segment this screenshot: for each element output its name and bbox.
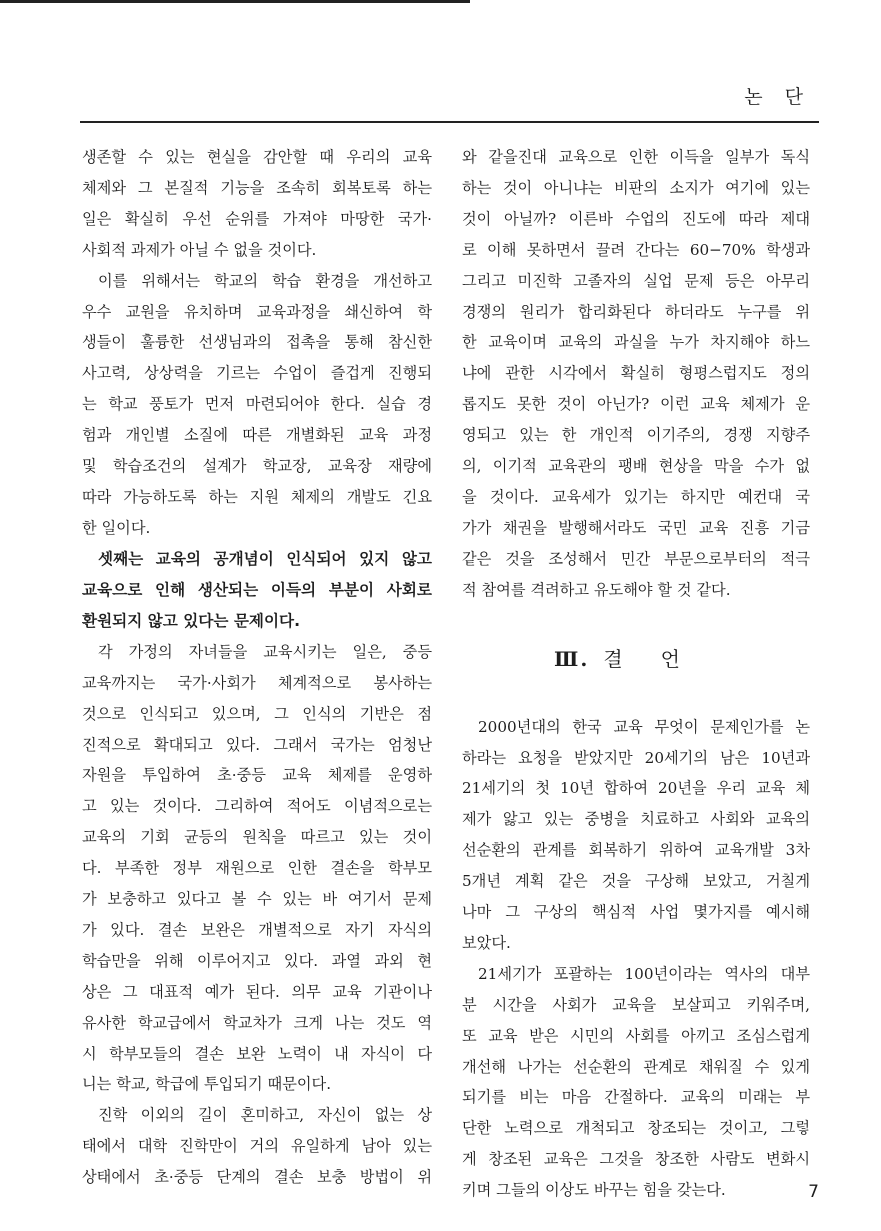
text-line: 는 학교 풍토가 먼저 마련되어야 한다. 실습 경 bbox=[82, 395, 432, 414]
section-label: 논 단 bbox=[744, 86, 811, 108]
text-line: 진적으로 확대되고 있다. 그래서 국가는 엄청난 bbox=[82, 735, 432, 754]
text-line: 같은 것을 조성해서 민간 부문으로부터의 적극 bbox=[462, 549, 810, 568]
text-line: 니는 학교, 학급에 투입되기 때문이다. bbox=[82, 1075, 332, 1094]
text-line: 가 보충하고 있다고 볼 수 있는 바 여기서 문제 bbox=[82, 890, 432, 909]
text-line: 상은 그 대표적 예가 된다. 의무 교육 기관이나 bbox=[82, 982, 432, 1001]
text-line: 교육으로 인해 생산되는 이득의 부분이 사회로 bbox=[82, 580, 432, 599]
heading-numeral: Ⅲ. bbox=[554, 646, 590, 671]
text-line: 21세기의 첫 10년 합하여 20년을 우리 교육 체 bbox=[462, 779, 810, 798]
text-line: 가 있다. 결손 보완은 개별적으로 자기 자식의 bbox=[82, 920, 432, 939]
text-line: 생들이 훌륭한 선생님과의 접촉을 통해 참신한 bbox=[82, 333, 432, 352]
text-line: 단한 노력으로 개척되고 창조되는 것이고, 그렇 bbox=[462, 1119, 810, 1138]
text-line: 롭지도 못한 것이 아닌가? 이런 교육 체제가 운 bbox=[462, 395, 810, 414]
text-line: 고 있는 것이다. 그리하여 적어도 이념적으로는 bbox=[82, 797, 432, 816]
text-line: 환원되지 않고 있다는 문제이다. bbox=[82, 611, 301, 630]
text-line: 이를 위해서는 학교의 학습 환경을 개선하고 bbox=[98, 271, 432, 290]
text-line: 교육의 기회 균등의 원칙을 따르고 있는 것이 bbox=[82, 828, 432, 847]
page-number: 7 bbox=[808, 1182, 819, 1202]
heading-title: 결언 bbox=[603, 646, 718, 671]
text-line: 상태에서 초·중등 단계의 결손 보충 방법이 위 bbox=[82, 1168, 432, 1187]
text-line: 셋째는 교육의 공개념이 인식되어 있지 않고 bbox=[98, 549, 432, 568]
text-line: 험과 개인별 소질에 따른 개별화된 교육 과정 bbox=[82, 426, 432, 445]
text-line: 태에서 대학 진학만이 거의 유일하게 남아 있는 bbox=[82, 1137, 432, 1156]
text-line: 및 학습조건의 설계가 학교장, 교육장 재량에 bbox=[82, 457, 432, 476]
text-line: 적 참여를 격려하고 유도해야 할 것 같다. bbox=[462, 580, 731, 599]
text-line: 것으로 인식되고 있으며, 그 인식의 기반은 점 bbox=[82, 704, 432, 723]
text-line: 개선해 나가는 선순환의 관계로 채워질 수 있게 bbox=[462, 1057, 810, 1076]
text-line: 한 교육이며 교육의 과실을 누가 차지해야 하느 bbox=[462, 333, 810, 352]
text-line: 냐에 관한 시각에서 확실히 형평스럽지도 정의 bbox=[462, 364, 810, 383]
text-line: 을 것이다. 교육세가 있기는 하지만 예컨대 국 bbox=[462, 487, 810, 506]
conclusion-heading bbox=[462, 606, 810, 712]
text-line: 의, 이기적 교육관의 팽배 현상을 막을 수가 없 bbox=[462, 457, 810, 476]
text-line: 영되고 있는 한 개인적 이기주의, 경쟁 지향주 bbox=[462, 426, 810, 445]
text-line: 학습만을 위해 이루어지고 있다. 과열 과외 현 bbox=[82, 951, 432, 970]
text-line: 우수 교원을 유치하며 교육과정을 쇄신하여 학 bbox=[82, 302, 432, 321]
text-line: 사회적 과제가 아닐 수 없을 것이다. bbox=[82, 240, 317, 259]
text-line: 21세기가 포괄하는 100년이라는 역사의 대부 bbox=[478, 964, 810, 983]
text-line: 분 시간을 사회가 교육을 보살피고 키워주며, bbox=[462, 995, 810, 1014]
text-line: 교육까지는 국가·사회가 체계적으로 봉사하는 bbox=[82, 673, 432, 692]
text-line: 따라 가능하도록 하는 지원 체제의 개발도 긴요 bbox=[82, 487, 432, 506]
text-line: 생존할 수 있는 현실을 감안할 때 우리의 교육 bbox=[82, 148, 432, 166]
text-line: 시 학부모들의 결손 보완 노력이 내 자식이 다 bbox=[82, 1044, 432, 1063]
header-rule bbox=[80, 121, 819, 123]
text-line: 로 이해 못하면서 끌려 간다는 60−70% 학생과 bbox=[462, 240, 810, 259]
text-line: 하라는 요청을 받았지만 20세기의 남은 10년과 bbox=[462, 748, 810, 767]
right-column-top bbox=[462, 142, 810, 606]
top-rule bbox=[0, 0, 470, 3]
text-line: 하는 것이 아니냐는 비판의 소지가 여기에 있는 bbox=[462, 178, 810, 197]
text-line: 것이 아닐까? 이른바 수업의 진도에 따라 제대 bbox=[462, 209, 810, 228]
text-line: 한 일이다. bbox=[82, 518, 151, 537]
text-line: 키며 그들의 이상도 바꾸는 힘을 갖는다. bbox=[462, 1181, 726, 1200]
text-line: 와 같을진대 교육으로 인한 이득을 일부가 독식 bbox=[462, 148, 810, 166]
text-line: 2000년대의 한국 교육 무엇이 문제인가를 논 bbox=[478, 717, 810, 736]
text-line: 제가 앓고 있는 중병을 치료하고 사회와 교육의 bbox=[462, 810, 810, 829]
text-line: 자원을 투입하여 초·중등 교육 체제를 운영하 bbox=[82, 766, 432, 785]
text-line: 각 가정의 자녀들을 교육시키는 일은, 중등 bbox=[98, 642, 432, 661]
text-line: 그리고 미진학 고졸자의 실업 문제 등은 아무리 bbox=[462, 271, 810, 290]
text-line: 다. 부족한 정부 재원으로 인한 결손을 학부모 bbox=[82, 859, 432, 878]
text-line: 경쟁의 원리가 합리화된다 하더라도 누구를 위 bbox=[462, 302, 810, 321]
text-line: 가가 채권을 발행해서라도 국민 교육 진흥 기금 bbox=[462, 518, 810, 537]
text-line: 5개년 계획 같은 것을 구상해 보았고, 거칠게 bbox=[462, 872, 810, 891]
text-line: 진학 이외의 길이 혼미하고, 자신이 없는 상 bbox=[98, 1106, 432, 1125]
text-line: 또 교육 받은 시민의 사회를 아끼고 조심스럽게 bbox=[462, 1026, 810, 1045]
text-line: 일은 확실히 우선 순위를 가져야 마땅한 국가· bbox=[82, 209, 432, 228]
text-line: 선순환의 관계를 회복하기 위하여 교육개발 3차 bbox=[462, 841, 810, 860]
text-line: 게 창조된 교육은 그것을 창조한 사람도 변화시 bbox=[462, 1150, 810, 1169]
left-column bbox=[82, 142, 432, 1193]
text-line: 사고력, 상상력을 기르는 수업이 즐겁게 진행되 bbox=[82, 364, 432, 383]
text-line: 유사한 학교급에서 학교차가 크게 나는 것도 역 bbox=[82, 1013, 432, 1032]
text-line: 나마 그 구상의 핵심적 사업 몇가지를 예시해 bbox=[462, 903, 810, 922]
text-line: 체제와 그 본질적 기능을 조속히 회복토록 하는 bbox=[82, 178, 432, 197]
right-column bbox=[462, 142, 810, 1206]
right-column-bottom bbox=[462, 712, 810, 1207]
text-line: 보았다. bbox=[462, 933, 511, 952]
text-line: 되기를 비는 마음 간절하다. 교육의 미래는 부 bbox=[462, 1088, 810, 1107]
